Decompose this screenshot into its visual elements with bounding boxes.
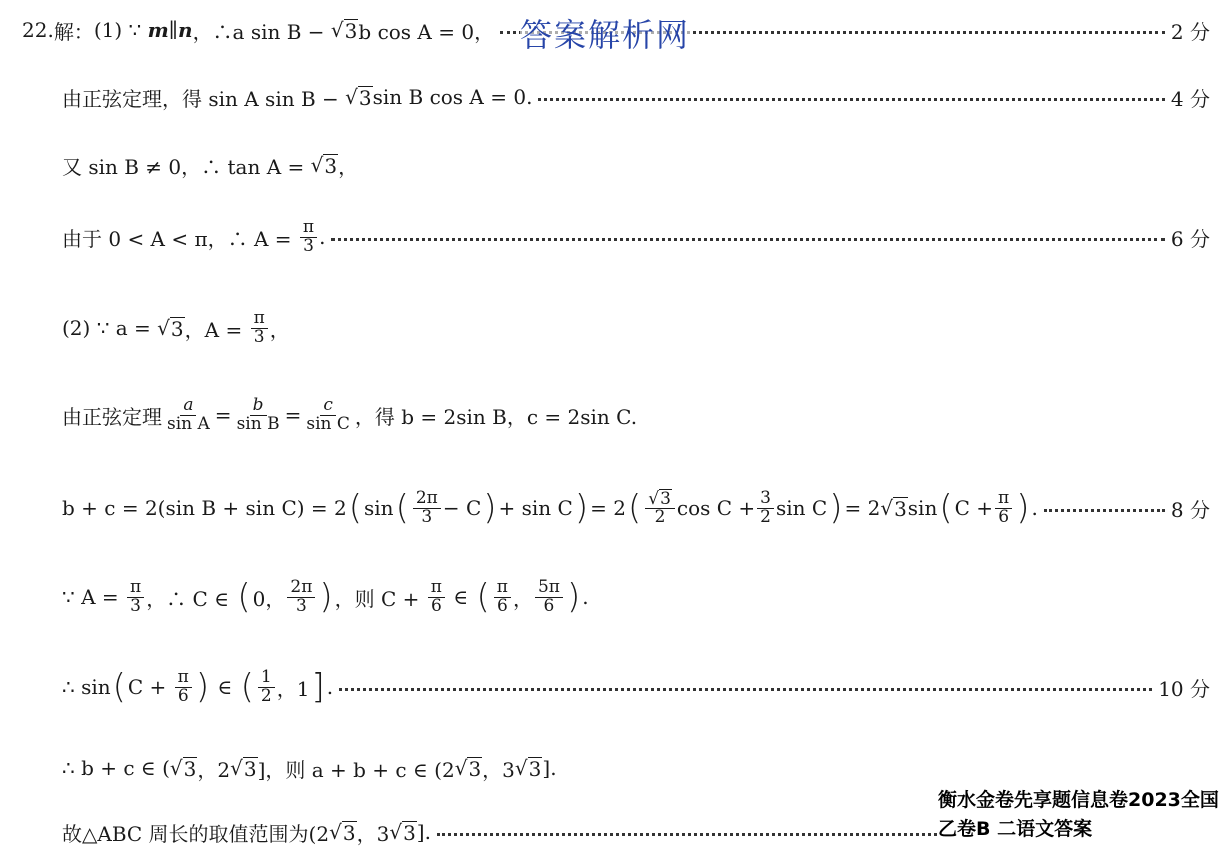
leader-dots (1044, 509, 1165, 512)
l5-c: ， (269, 317, 290, 342)
l2-a: 由正弦定理，得 sin A sin B − (62, 86, 346, 111)
sqrt-3: √ 3 (514, 756, 542, 781)
sqrt-3: √ 3 (389, 820, 416, 845)
l4-a: 由于 0 < A < π，∴ A = (62, 226, 298, 251)
sqrt-3: √ 3 (169, 756, 197, 781)
l6-a: 由正弦定理 (62, 404, 162, 429)
sqrt-3: √ 3 (330, 18, 358, 43)
sqrt-3: √ 3 (345, 85, 372, 110)
sqrt-3: √ 3 (329, 820, 356, 845)
l4-b: . (319, 225, 326, 249)
sqrt-3: √ 3 (310, 153, 338, 178)
fraction-b-sinB: $\frac{b}{\text{sin B}}$ (236, 394, 280, 434)
fraction-pi-3: $\frac{\pi}{3}$ (127, 579, 144, 616)
l5-b: ，A = (184, 317, 249, 342)
fraction-3-2: $\frac{3}{2}$ (757, 490, 774, 527)
problem-number: 22. (22, 18, 54, 42)
solution-line-10: ∴ b + c ∈ ( √ 3 ，2 √ 3 ]，则 a + b + c ∈ (2 √ 3 ，3 √ 3 ]. (62, 756, 557, 782)
sqrt-3: √ 3 (880, 496, 907, 521)
source-stamp: 衡水金卷先享题信息卷2023全国乙卷B 二语文答案 (938, 786, 1228, 844)
fraction-pi-6: $\frac{\pi}{6}$ (428, 579, 445, 616)
fraction-pi-3: $\frac{\pi}{3}$ (300, 219, 317, 256)
sqrt-3: √ 3 (454, 756, 482, 781)
fraction-a-sinA: $\frac{a}{\text{sin A}}$ (167, 394, 210, 434)
l3-b: ， (338, 154, 359, 179)
vector-m: m (147, 18, 169, 42)
solution-label: 解： (53, 19, 94, 44)
score-mark: 4 分 (1170, 86, 1210, 111)
solution-line-7: b + c = 2(sin B + sin C) = 2 ( sin ( $\frac{2\pi}{3}$ − C ) + sin C ) = 2 ( √ 3 2 cos C + $\frac{3}{2}$ sin C ) = 2 √ 3 sin ( C + $\frac{\pi}{6}$ ) . 8 分 (62, 487, 1210, 528)
leader-dots (331, 238, 1164, 241)
fraction-pi-6: $\frac{\pi}{6}$ (995, 490, 1012, 527)
l2-b: sin B cos A = 0. (372, 85, 533, 109)
l1-b: ，∴a sin B − (192, 19, 331, 44)
l5-a: (2) ∵ a = (62, 316, 158, 340)
solution-line-4 (0, 212, 1232, 262)
solution-line-3 (0, 140, 1232, 190)
fraction-pi-6: $\frac{\pi}{6}$ (494, 579, 511, 616)
score-mark: 10 分 (1158, 676, 1210, 701)
fraction-c-sinC: $\frac{c}{\text{sin C}}$ (306, 394, 350, 434)
score-mark: 2 分 (1170, 19, 1210, 44)
sqrt-3: √ 3 (230, 756, 257, 781)
l1-c: b cos A = 0， (358, 19, 495, 44)
fraction-2pi-3: $\frac{2\pi}{3}$ (413, 490, 441, 527)
solution-line-6: 由正弦定理 $\frac{a}{\text{sin A}}$ = $\frac{b}{\text{sin B}}$ = $\frac{c}{\text{sin C}}$ ，得 b = 2sin B，c = 2sin C. (62, 394, 638, 434)
parallel-symbol: ∥ (168, 18, 179, 42)
fraction-2pi-3: $\frac{2\pi}{3}$ (287, 579, 315, 616)
l6-b: ，得 b = 2sin B，c = 2sin C. (354, 404, 638, 429)
score-mark: 6 分 (1170, 226, 1210, 251)
solution-line-2 (0, 72, 1232, 122)
solution-line-11: 故△ABC 周长的取值范围为(2 √ 3 ，3 √ 3 ]. (0, 807, 1232, 857)
solution-line-9: ∴ sin ( C + $\frac{\pi}{6}$ ) ∈ ( $\frac{1}{2}$ ，1 ] . 10 分 (62, 666, 1210, 707)
leader-dots (339, 688, 1152, 691)
vector-n: n (178, 18, 193, 42)
leader-dots (538, 98, 1164, 101)
solution-line-8: ∵ A = $\frac{\pi}{3}$ ，∴ C ∈ ( 0， $\frac{2\pi}{3}$ ) ，则 C + $\frac{\pi}{6}$ ∈ ( $\frac{\pi}{6}$ ， $\frac{5\pi}{6}$ ) . (62, 576, 589, 617)
score-mark: 8 分 (1170, 497, 1210, 522)
solution-line-5 (0, 303, 1232, 353)
l1-a: (1) ∵ (93, 18, 148, 42)
l3-a: 又 sin B ≠ 0，∴ tan A = (62, 154, 311, 179)
l7-a: b + c = 2(sin B + sin C) = 2 (62, 496, 347, 520)
fraction-sqrt3-2: √ 3 2 (645, 489, 675, 528)
fraction-5pi-6: $\frac{5\pi}{6}$ (535, 579, 563, 616)
watermark-text: 答案解析网 (520, 10, 690, 56)
fraction-pi-3: $\frac{\pi}{3}$ (251, 310, 268, 347)
sqrt-3: √ 3 (157, 316, 184, 341)
fraction-1-2: $\frac{1}{2}$ (258, 669, 275, 706)
fraction-pi-6: $\frac{\pi}{6}$ (175, 669, 192, 706)
